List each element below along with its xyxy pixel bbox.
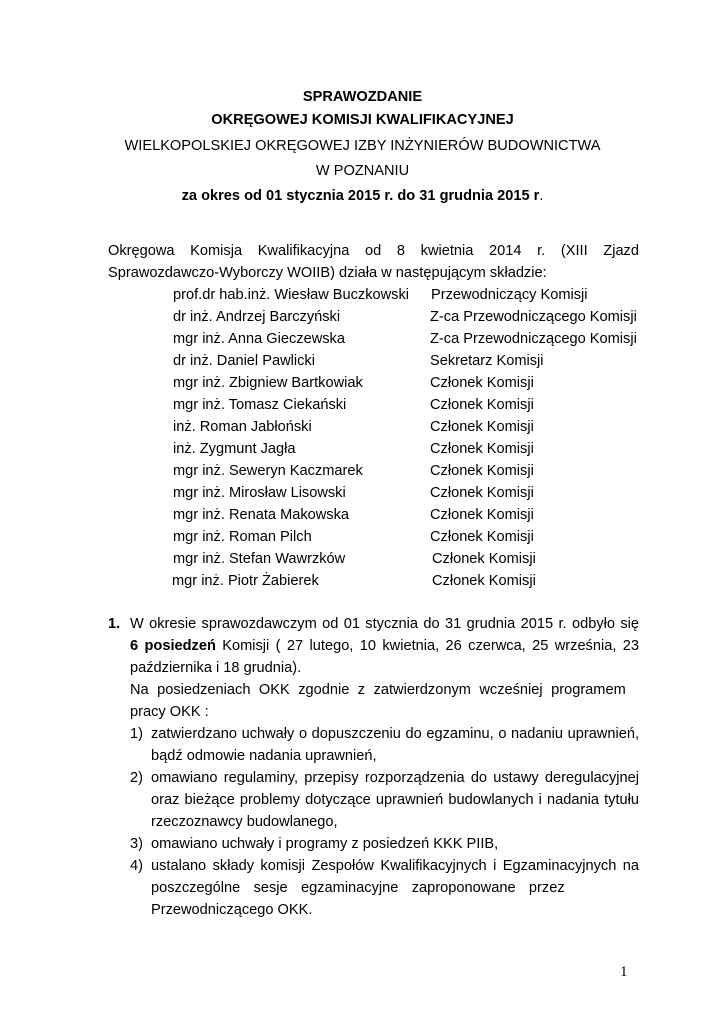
intro-word: Kwalifikacyjna — [257, 243, 350, 259]
member-row — [0, 306, 725, 328]
member-row — [0, 504, 725, 526]
member-row — [0, 372, 725, 394]
member-role: Sekretarz Komisji — [430, 353, 544, 369]
member-row — [0, 284, 725, 306]
list-item-line: rzeczoznawcy budowlanego, — [151, 814, 338, 830]
member-name: mgr inż. Seweryn Kaczmarek — [173, 463, 363, 479]
meetings-count: 6 posiedzeń — [130, 638, 216, 654]
member-name: mgr inż. Piotr Żabierek — [172, 573, 319, 589]
list-item-line: Przewodniczącego OKK. — [151, 902, 313, 918]
list-item-line: omawiano regulaminy, przepisy rozporządzenia do ustawy deregulacyjnej — [151, 770, 639, 786]
list-item-number: 2) — [130, 770, 143, 786]
page-number: 1 — [620, 964, 628, 980]
meetings-dates: Komisji ( 27 lutego, 10 kwietnia, 26 czerwca, 25 września, 23 — [215, 638, 640, 654]
member-role: Członek Komisji — [430, 375, 534, 391]
member-name: mgr inż. Roman Pilch — [173, 529, 312, 545]
member-role: Z-ca Przewodniczącego Komisji — [430, 309, 637, 325]
list-item-line: oraz bieżące problemy dotyczące uprawnień budowlanych i nadania tytułu — [151, 792, 639, 808]
section-text-line: W okresie sprawozdawczym od 01 stycznia do 31 grudnia 2015 r. odbyło się — [130, 616, 639, 632]
intro-word: od — [365, 243, 382, 259]
list-item-line: ustalano składy komisji Zespołów Kwalifikacyjnych i Egzaminacyjnych na — [151, 858, 639, 874]
member-row — [0, 570, 725, 592]
member-role: Z-ca Przewodniczącego Komisji — [430, 331, 637, 347]
member-name: dr inż. Andrzej Barczyński — [173, 309, 341, 325]
member-name: mgr inż. Anna Gieczewska — [173, 331, 345, 347]
member-name: mgr inż. Stefan Wawrzków — [173, 551, 346, 567]
list-item-line: omawiano uchwały i programy z posiedzeń KKK PIIB, — [151, 836, 499, 852]
list-item-number: 1) — [130, 726, 143, 742]
section-text-line: Na posiedzeniach OKK zgodnie z zatwierdzonym wcześniej programem — [130, 682, 626, 698]
member-role: Członek Komisji — [430, 507, 534, 523]
member-row — [0, 394, 725, 416]
list-item-line: poszczególne sesje egzaminacyjne zaproponowane przez — [151, 880, 565, 896]
intro-word: (XIII — [560, 243, 588, 259]
intro-word: r. — [537, 243, 546, 259]
section-text-line: października i 18 grudnia). — [130, 660, 302, 676]
intro-word: Komisja — [190, 243, 243, 259]
committee-name: OKRĘGOWEJ KOMISJI KWALIFIKACYJNEJ — [211, 112, 514, 128]
section-text-line: pracy OKK : — [130, 704, 209, 720]
member-name: dr inż. Daniel Pawlicki — [173, 353, 315, 369]
member-row — [0, 460, 725, 482]
member-role: Członek Komisji — [430, 485, 534, 501]
member-row — [0, 416, 725, 438]
intro-word: 8 — [396, 243, 405, 259]
member-role: Członek Komisji — [430, 419, 534, 435]
member-role: Przewodniczący Komisji — [431, 287, 588, 303]
intro-word: Zjazd — [603, 243, 639, 259]
report-title: SPRAWOZDANIE — [302, 89, 423, 105]
intro-paragraph — [108, 240, 639, 284]
member-role: Członek Komisji — [430, 463, 534, 479]
member-name: inż. Zygmunt Jagła — [173, 441, 296, 457]
member-role: Członek Komisji — [430, 529, 534, 545]
chamber-name: WIELKOPOLSKIEJ OKRĘGOWEJ IZBY INŻYNIERÓW BUDOWNICTWA — [124, 138, 601, 154]
member-row — [0, 548, 725, 570]
member-name: prof.dr hab.inż. Wiesław Buczkowski — [173, 287, 410, 303]
report-period-text: za okres od 01 stycznia 2015 r. do 31 grudnia 2015 r — [181, 188, 540, 204]
member-role: Członek Komisji — [430, 441, 534, 457]
city-name: W POZNANIU — [315, 163, 410, 179]
list-item-line: bądź odmowie nadania uprawnień, — [151, 748, 377, 764]
report-period-dot: . — [539, 188, 544, 204]
member-role: Członek Komisji — [432, 551, 536, 567]
member-role: Członek Komisji — [430, 397, 534, 413]
member-row — [0, 328, 725, 350]
list-item-line: zatwierdzano uchwały o dopuszczeniu do egzaminu, o nadaniu uprawnień, — [151, 726, 639, 742]
member-name: inż. Roman Jabłoński — [173, 419, 312, 435]
list-item-number: 3) — [130, 836, 143, 852]
member-name: mgr inż. Tomasz Ciekański — [173, 397, 347, 413]
list-item-number: 4) — [130, 858, 143, 874]
intro-word: kwietnia — [420, 243, 474, 259]
section-text-line — [130, 635, 639, 657]
member-role: Członek Komisji — [432, 573, 536, 589]
member-row — [0, 438, 725, 460]
section-number: 1. — [108, 616, 121, 632]
member-row — [0, 482, 725, 504]
intro-word: Okręgowa — [108, 243, 175, 259]
member-row — [0, 350, 725, 372]
intro-line-1 — [108, 240, 639, 262]
member-row — [0, 526, 725, 548]
intro-line-2: Sprawozdawczo-Wyborczy WOIIB) działa w następującym składzie: — [108, 265, 547, 281]
report-period — [0, 187, 725, 205]
member-name: mgr inż. Mirosław Lisowski — [173, 485, 346, 501]
member-name: mgr inż. Renata Makowska — [173, 507, 350, 523]
member-name: mgr inż. Zbigniew Bartkowiak — [173, 375, 363, 391]
intro-word: 2014 — [489, 243, 522, 259]
